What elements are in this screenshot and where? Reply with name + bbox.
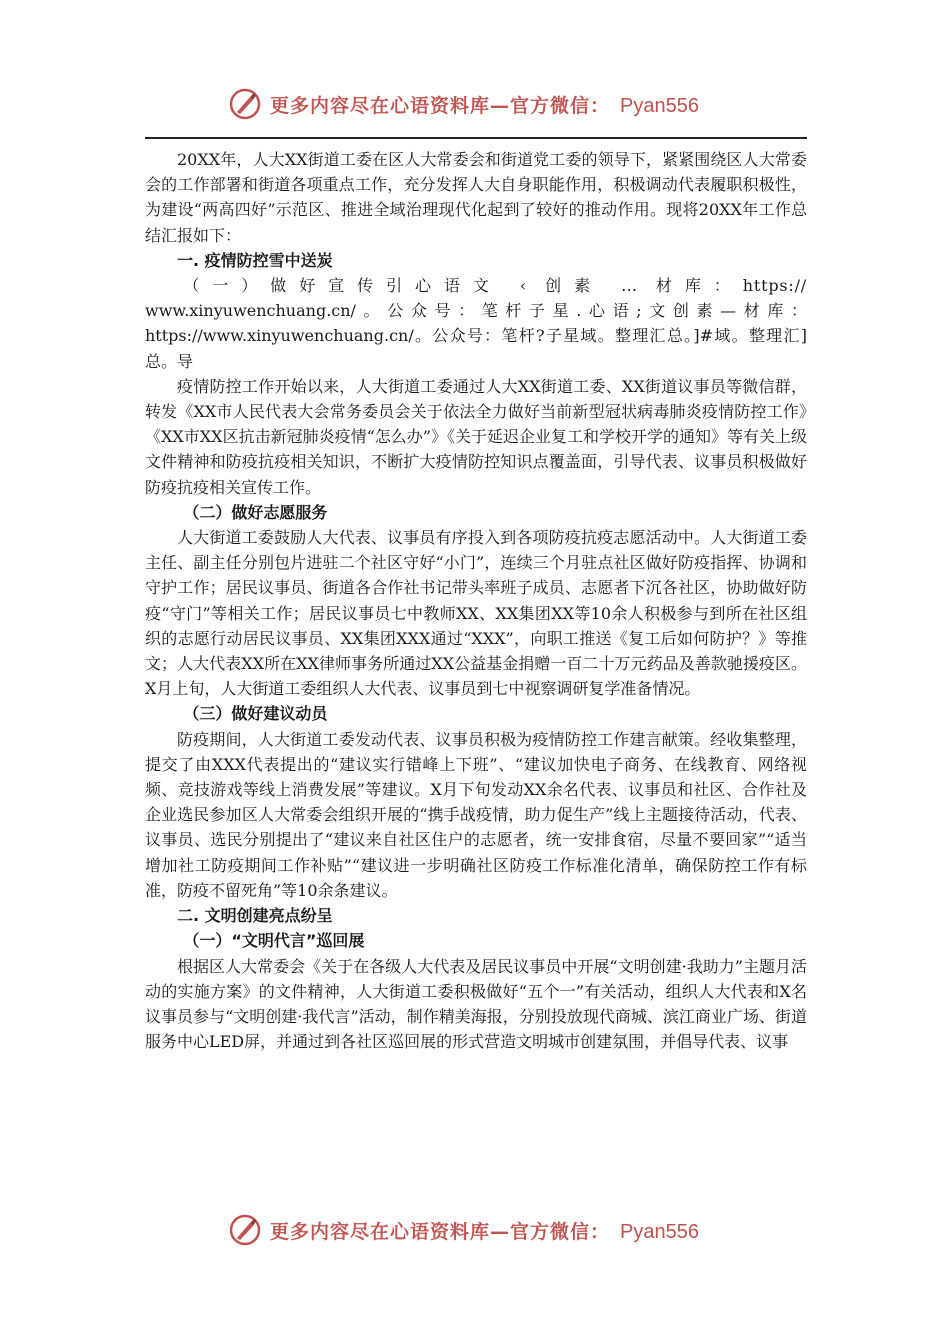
subsection-1-2-paragraph: 人大街道工委鼓励人大代表、议事员有序投入到各项防疫抗疫志愿活动中。人大街道工委主任、副主任分别包片进驻二个社区守好“小门”，连续三个月驻点社区做好防疫指挥、协调和守护工作；居民议事员、街道各合作社书记带头率班子成员、志愿者下沉各社区，协助做好防疫“守门”等相关工作；居民议事员七中教师XX、XX集团XX等10余人积极参与到所在社区组织的志愿行动居民议事员、XX集团XXX通过“XXX”，向职工推送《复工后如何防护？》等推文；人大代表XX所在XX律师事务所通过XX公益基金捐赠一百二十万元药品及善款驰援疫区。X月上旬，人大街道工委组织人大代表、议事员到七中视察调研复学准备情况。	[145, 528, 807, 699]
footer-banner-text: 更多内容尽在心语资料库—官方微信：	[270, 1220, 611, 1243]
pen-logo-icon	[228, 87, 262, 121]
section-1-heading: 一. 疫情防控雪中送炭	[177, 250, 333, 270]
subsection-2-1-heading: （一）“文明代言”巡回展	[183, 931, 365, 951]
subsection-1-3-heading: （三）做好建议动员	[183, 704, 328, 724]
header-banner	[228, 84, 699, 124]
subsection-1-1-paragraph: 疫情防控工作开始以来，人大街道工委通过人大XX街道工委、XX街道议事员等微信群，转发《XX市人民代表大会常务委员会关于依法全力做好当前新型冠状病毒肺炎疫情防控工作》《XX市XX区抗击新冠肺炎疫情“怎么办”》《关于延迟企业复工和学校开学的通知》等有关上级文件精神和防疫抗疫相关知识，不断扩大疫情防控知识点覆盖面，引导代表、议事员积极做好防疫抗疫相关宣传工作。	[145, 376, 807, 497]
footer-banner-id: Pyan556	[620, 1220, 699, 1243]
subsection-1-1-heading: （一）做好宣传引心语文 ‹ 创素 … 材库：https://	[183, 276, 807, 296]
subsection-1-2-heading: （二）做好志愿服务	[183, 502, 328, 522]
header-banner-id: Pyan556	[620, 94, 699, 117]
subsection-1-1-continuation: www.xinyuwenchuang.cn/。公众号：笔杆子星.心语;文创素—材库：https://www.xinyuwenchuang.cn/。公众号：笔杆?子星域。整理汇总。]#域。整理汇]总。导	[145, 301, 807, 371]
document-body	[145, 147, 807, 1054]
header-banner-text: 更多内容尽在心语资料库—官方微信：	[270, 94, 611, 117]
subsection-1-3-paragraph: 防疫期间，人大街道工委发动代表、议事员积极为疫情防控工作建言献策。经收集整理，提交了由XXX代表提出的“建议实行错峰上下班”、“建议加快电子商务、在线教育、网络视频、竞技游戏等线上消费发展”等建议。X月下旬发动XX余名代表、议事员和社区、合作社及企业选民参加区人大常委会组织开展的“携手战疫情，助力促生产”线上主题接待活动，代表、议事员、选民分别提出了“建议来自社区住户的志愿者，统一安排食宿，尽量不要回家”“适当增加社工防疫期间工作补贴”“建议进一步明确社区防疫工作标准化清单，确保防控工作有标准，防疫不留死角”等10余条建议。	[145, 729, 807, 900]
header-divider	[145, 137, 807, 139]
section-2-heading: 二. 文明创建亮点纷呈	[177, 906, 333, 926]
pen-logo-icon	[228, 1213, 262, 1247]
subsection-2-1-paragraph: 根据区人大常委会《关于在各级人大代表及居民议事员中开展“文明创建·我助力”主题月活动的实施方案》的文件精神，人大街道工委积极做好“五个一”有关活动，组织人大代表和X名议事员参与“文明创建·我代言”活动，制作精美海报，分别投放现代商城、滨江商业广场、街道服务中心LED屏，并通过到各社区巡回展的形式营造文明城市创建氛围，并倡导代表、议事	[145, 956, 807, 1052]
footer-banner	[228, 1210, 699, 1250]
intro-paragraph: 20XX年，人大XX街道工委在区人大常委会和街道党工委的领导下，紧紧围绕区人大常委会的工作部署和街道各项重点工作，充分发挥人大自身职能作用，积极调动代表履职积极性，为建设“两高四好”示范区、推进全域治理现代化起到了较好的推动作用。现将20XX年工作总结汇报如下：	[145, 150, 807, 245]
